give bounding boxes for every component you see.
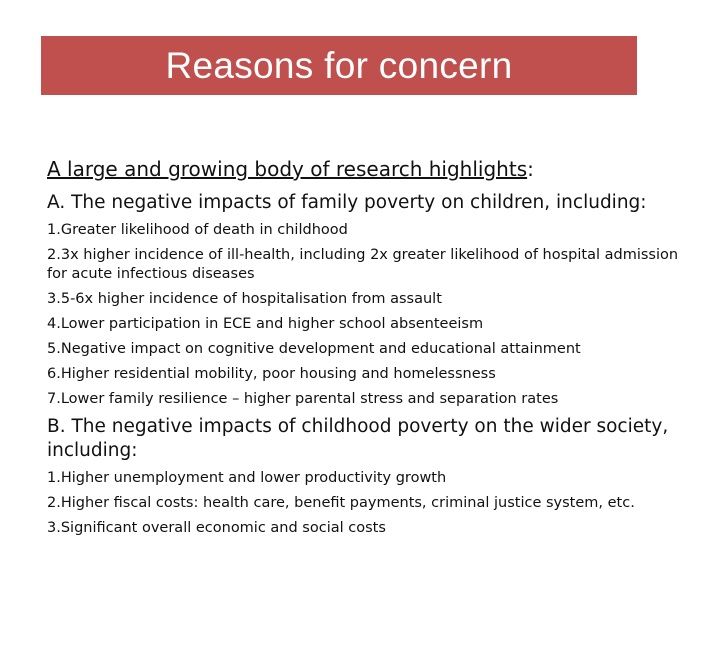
list-item [47,494,687,513]
list-item [47,469,687,488]
item-text: Lower family resilience – higher parental stress and separation rates [60,391,559,407]
list-item [47,340,687,359]
item-text: 5-6x higher incidence of hospitalisation from assault [60,291,442,307]
item-number: 1. [47,470,61,486]
item-text: 3x higher incidence of ill-health, including 2x greater likelihood of hospital admission for acute infectious diseases [47,247,679,282]
intro-suffix: : [527,157,534,181]
item-text: Lower participation in ECE and higher school absenteeism [60,316,484,332]
item-number: 3. [47,291,61,307]
item-text: Greater likelihood of death in childhood [60,222,348,238]
title-banner [41,36,637,95]
item-text: Higher residential mobility, poor housing and homelessness [60,366,496,382]
list-item [47,519,687,538]
list-item [47,290,687,309]
intro-underlined-text: A large and growing body of research highlights [47,157,528,181]
section-a-heading: A. The negative impacts of family poverty on children, including: [47,192,647,213]
list-item [47,221,687,240]
item-number: 7. [47,391,61,407]
list-item [47,390,687,409]
slide-title: Reasons for concern [165,45,513,86]
item-number: 4. [47,316,61,332]
item-number: 2. [47,247,61,263]
list-item [47,246,687,284]
item-text: Higher fiscal costs: health care, benefit payments, criminal justice system, etc. [60,495,635,511]
item-number: 2. [47,495,61,511]
item-number: 1. [47,222,61,238]
item-number: 6. [47,366,61,382]
section-b-list [47,469,687,538]
section-a-list [47,221,687,409]
item-text: Significant overall economic and social costs [60,520,386,536]
item-number: 3. [47,520,61,536]
slide-content [47,155,687,544]
item-text: Negative impact on cognitive development and educational attainment [60,341,581,357]
section-b-heading: B. The negative impacts of childhood poverty on the wider society, including: [47,416,669,461]
intro-line [47,155,687,183]
item-text: Higher unemployment and lower productivity growth [60,470,447,486]
list-item [47,315,687,334]
item-number: 5. [47,341,61,357]
list-item [47,365,687,384]
